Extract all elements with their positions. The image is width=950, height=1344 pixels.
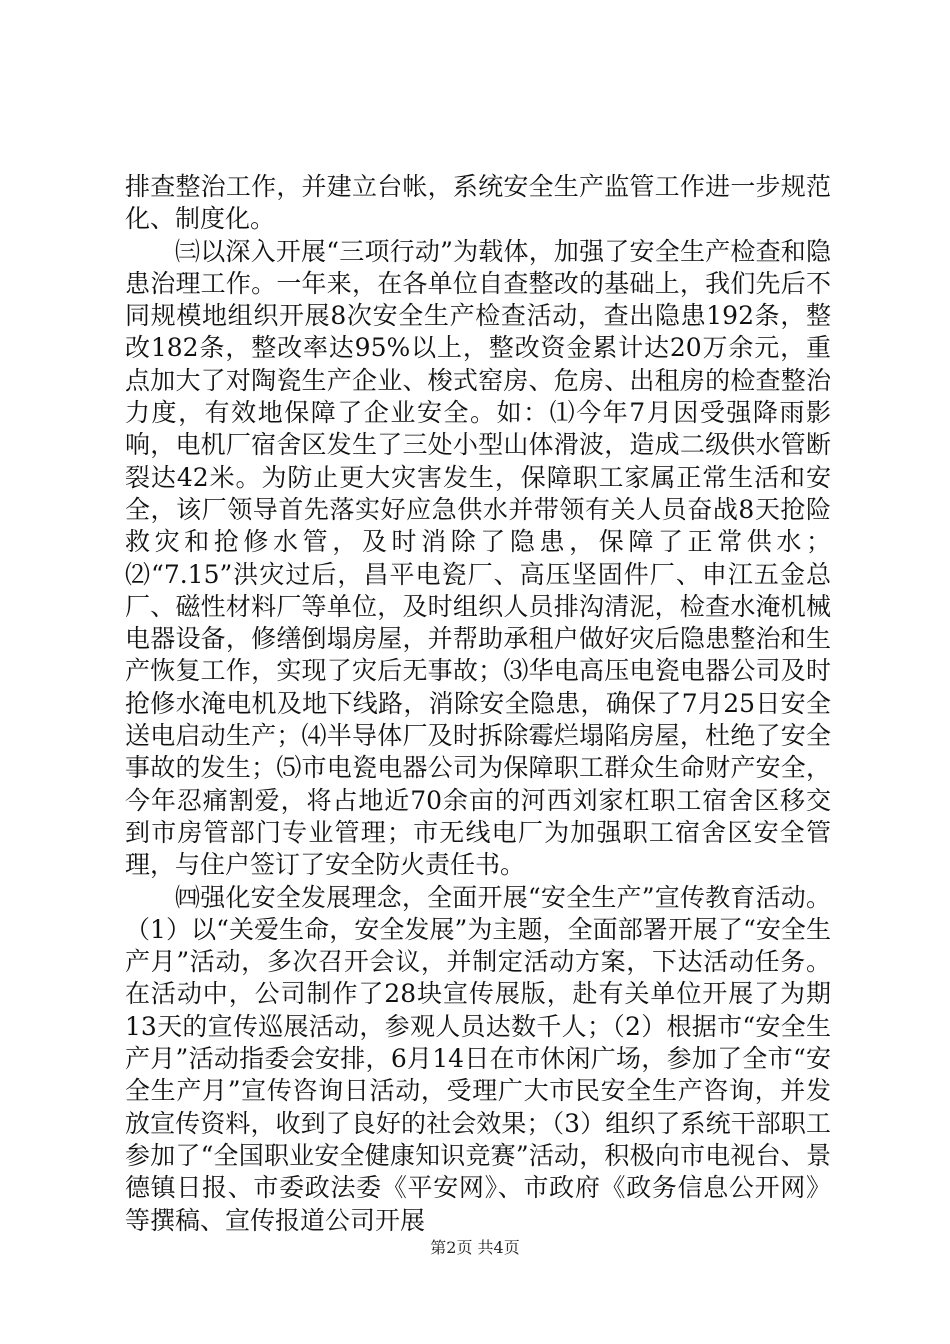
page-number-label: 第2页 共4页 — [430, 1238, 520, 1257]
paragraph-section-4: ㈣强化安全发展理念，全面开展“安全生产”宣传教育活动。（1）以“关爱生命，安全发展”为主题，全面部署开展了“安全生产月”活动，多次召开会议，并制定活动方案，下达活动任务。在活动中，公司制作了28块宣传展版，赴有关单位开展了为期13天的宣传巡展活动，参观人员达数千人；（2）根据市“安全生产月”活动指委会安排，6月14日在市休闲广场，参加了全市“安全生产月”宣传咨询日活动，受理广大市民安全生产咨询，并发放宣传资料，收到了良好的社会效果；（3）组织了系统干部职工参加了“全国职业安全健康知识竞赛”活动，积极向市电视台、景德镇日报、市委政法委《平安网》、市政府《政务信息公开网》等撰稿、宣传报道公司开展 — [125, 882, 831, 1235]
document-body — [125, 171, 831, 1237]
paragraph-continuation: 排查整治工作，并建立台帐，系统安全生产监管工作进一步规范化、制度化。 — [125, 172, 831, 234]
page-footer — [0, 1238, 950, 1258]
paragraph-section-3: ㈢以深入开展“三项行动”为载体，加强了安全生产检查和隐患治理工作。一年来，在各单位自查整改的基础上，我们先后不同规模地组织开展8次安全生产检查活动，查出隐患192条，整改182条，整改率达95%以上，整改资金累计达20万余元，重点加大了对陶瓷生产企业、梭式窑房、危房、出租房的检查整治力度，有效地保障了企业安全。如：⑴今年7月因受强降雨影响，电机厂宿舍区发生了三处小型山体滑波，造成二级供水管断裂达42米。为防止更大灾害发生，保障职工家属正常生活和安全，该厂领导首先落实好应急供水并带领有关人员奋战8天抢险救灾和抢修水管，及时消除了隐患，保障了正常供水；⑵“7.15”洪灾过后，昌平电瓷厂、高压坚固件厂、申江五金总厂、磁性材料厂等单位，及时组织人员排沟清泥，检查水淹机械电器设备，修缮倒塌房屋，并帮助承租户做好灾后隐患整治和生产恢复工作，实现了灾后无事故；⑶华电高压电瓷电器公司及时抢修水淹电机及地下线路，消除安全隐患，确保了7月25日安全送电启动生产；⑷半导体厂及时拆除霉烂塌陷房屋，杜绝了安全事故的发生；⑸市电瓷电器公司为保障职工群众生命财产安全，今年忍痛割爱，将占地近70余亩的河西刘家杠职工宿舍区移交到市房管部门专业管理；市无线电厂为加强职工宿舍区安全管理，与住户签订了安全防火责任书。 — [125, 236, 831, 880]
